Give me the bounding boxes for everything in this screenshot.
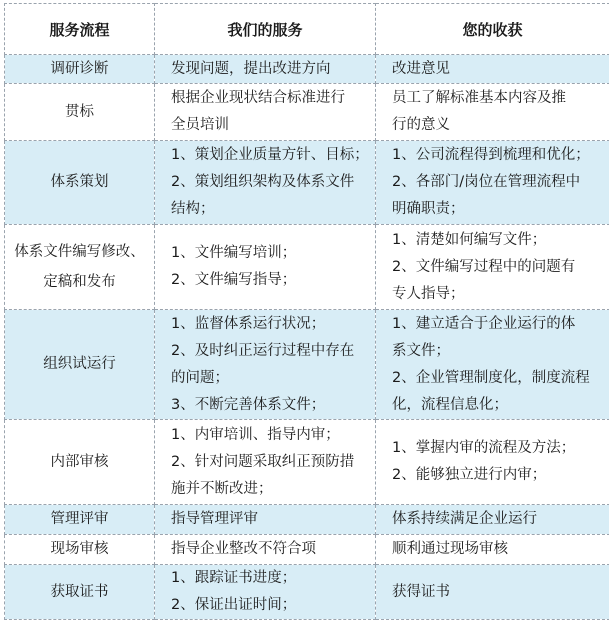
cell-line: 1、监督体系运行状况； bbox=[171, 315, 326, 332]
cell-gain bbox=[376, 55, 609, 84]
cell-line: 3、不断完善体系文件； bbox=[171, 396, 326, 413]
cell-line: 2、企业管理制度化，制度流程 bbox=[392, 369, 590, 386]
header-service: 我们的服务 bbox=[155, 4, 376, 55]
cell-line: 2、能够独立进行内审； bbox=[392, 467, 547, 483]
cell-step bbox=[5, 565, 155, 620]
cell-line: 获取证书 bbox=[50, 583, 109, 600]
cell-line: 1、建立适合于企业运行的体 bbox=[392, 315, 576, 332]
cell-gain bbox=[376, 84, 609, 141]
cell-line: 发现问题，提出改进方向 bbox=[171, 60, 331, 77]
cell-line: 化，流程信息化； bbox=[392, 396, 508, 413]
cell-line: 2、文件编写过程中的问题有 bbox=[392, 258, 576, 275]
cell-line: 结构； bbox=[171, 201, 215, 217]
service-process-table bbox=[4, 3, 609, 620]
cell-line: 全员培训 bbox=[171, 117, 229, 133]
cell-line: 内部审核 bbox=[50, 453, 109, 470]
cell-line: 2、针对问题采取纠正预防措 bbox=[171, 453, 355, 470]
cell-line: 专人指导； bbox=[392, 285, 465, 302]
table-row bbox=[5, 55, 609, 84]
cell-service bbox=[155, 565, 376, 620]
cell-line: 2、文件编写指导； bbox=[171, 272, 297, 288]
table-row bbox=[5, 84, 609, 141]
cell-line: 体系持续满足企业运行 bbox=[392, 511, 537, 527]
table-row bbox=[5, 535, 609, 565]
cell-line: 的问题； bbox=[171, 369, 229, 386]
cell-line: 现场审核 bbox=[50, 541, 109, 557]
cell-step bbox=[5, 141, 155, 225]
cell-service bbox=[155, 225, 376, 310]
cell-step bbox=[5, 420, 155, 505]
cell-line: 1、公司流程得到梳理和优化； bbox=[392, 147, 590, 163]
header-step: 服务流程 bbox=[5, 4, 155, 55]
cell-step bbox=[5, 535, 155, 565]
cell-line: 明确职责； bbox=[392, 201, 465, 217]
cell-line: 调研诊断 bbox=[50, 60, 109, 77]
cell-gain bbox=[376, 420, 609, 505]
cell-line: 根据企业现状结合标准进行 bbox=[171, 90, 345, 106]
cell-gain bbox=[376, 565, 609, 620]
table-row bbox=[5, 141, 609, 225]
cell-line: 管理评审 bbox=[50, 511, 109, 527]
header-gain: 您的收获 bbox=[376, 4, 609, 55]
table-row bbox=[5, 565, 609, 620]
cell-service bbox=[155, 141, 376, 225]
cell-line: 1、跟踪证书进度； bbox=[171, 570, 297, 586]
cell-service bbox=[155, 310, 376, 420]
cell-line: 2、各部门/岗位在管理流程中 bbox=[392, 174, 581, 190]
cell-line: 体系文件编写修改、 bbox=[14, 244, 145, 260]
table-row bbox=[5, 505, 609, 535]
cell-service bbox=[155, 420, 376, 505]
cell-line: 1、内审培训、指导内审； bbox=[171, 426, 340, 443]
cell-line: 指导企业整改不符合项 bbox=[171, 541, 316, 557]
table-row bbox=[5, 225, 609, 310]
cell-gain bbox=[376, 505, 609, 535]
table-row bbox=[5, 420, 609, 505]
header-row bbox=[5, 4, 609, 55]
cell-line: 贯标 bbox=[65, 103, 94, 120]
cell-line: 获得证书 bbox=[392, 583, 450, 600]
cell-step bbox=[5, 505, 155, 535]
cell-line: 定稿和发布 bbox=[43, 274, 116, 290]
cell-line: 2、保证出证时间； bbox=[171, 597, 297, 613]
cell-gain bbox=[376, 141, 609, 225]
cell-step bbox=[5, 225, 155, 310]
cell-line: 系文件； bbox=[392, 342, 450, 359]
cell-step bbox=[5, 310, 155, 420]
cell-service bbox=[155, 535, 376, 565]
cell-line: 组织试运行 bbox=[43, 356, 116, 372]
cell-service bbox=[155, 84, 376, 141]
cell-gain bbox=[376, 310, 609, 420]
cell-line: 1、策划企业质量方针、目标； bbox=[171, 147, 369, 163]
cell-line: 改进意见 bbox=[392, 60, 450, 77]
cell-line: 员工了解标准基本内容及推 bbox=[392, 90, 566, 106]
table-row bbox=[5, 310, 609, 420]
cell-line: 1、清楚如何编写文件； bbox=[392, 231, 547, 248]
cell-line: 1、文件编写培训； bbox=[171, 245, 297, 261]
cell-gain bbox=[376, 535, 609, 565]
cell-line: 2、及时纠正运行过程中存在 bbox=[171, 342, 355, 359]
cell-line: 顺利通过现场审核 bbox=[392, 541, 508, 557]
cell-line: 体系策划 bbox=[50, 174, 109, 190]
table-body bbox=[5, 55, 609, 620]
cell-line: 2、策划组织架构及体系文件 bbox=[171, 174, 355, 190]
cell-line: 施并不断改进； bbox=[171, 480, 273, 497]
cell-line: 指导管理评审 bbox=[171, 511, 258, 527]
cell-gain bbox=[376, 225, 609, 310]
cell-step bbox=[5, 84, 155, 141]
cell-line: 1、掌握内审的流程及方法； bbox=[392, 440, 576, 456]
cell-line: 行的意义 bbox=[392, 117, 450, 133]
cell-service bbox=[155, 505, 376, 535]
cell-step bbox=[5, 55, 155, 84]
cell-service bbox=[155, 55, 376, 84]
